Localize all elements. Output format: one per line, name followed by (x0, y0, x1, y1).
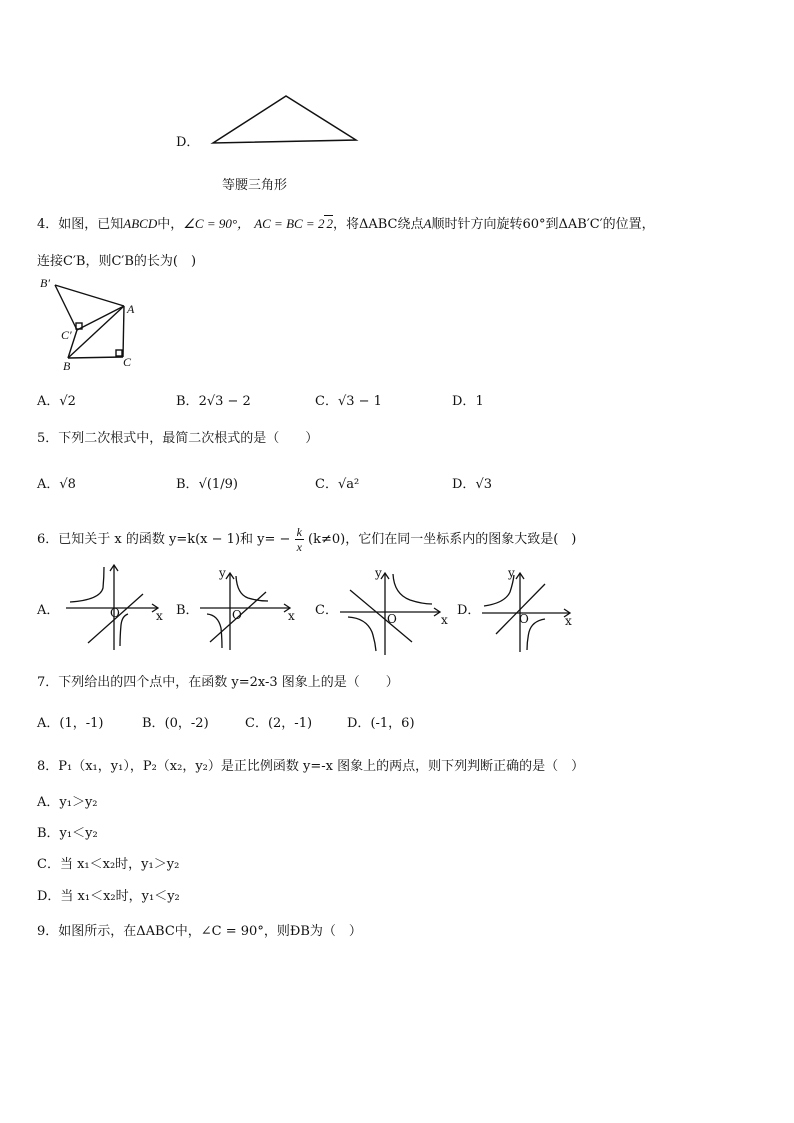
q4-option-c: C．√3 − 1 (315, 394, 382, 409)
q4-label-a: A (127, 302, 135, 316)
q4-label-c: C (123, 355, 132, 369)
q6-graph-c-y-label: y (375, 566, 382, 580)
q4-option-d: D．1 (452, 394, 484, 409)
q8-stem: 8．P₁（x₁，y₁），P₂（x₂，y₂）是正比例函数 y=-x 图象上的两点，则下列判断正确的是（ ） (37, 759, 585, 774)
q6-graph-a-label: A． (37, 603, 60, 618)
q7-option-c: C．(2，-1) (245, 716, 313, 731)
q6-graph-b-x-label: x (288, 609, 295, 623)
q6-stem: 6．已知关于 x 的函数 y=k(x − 1)和 y= − $\frac{k}{x}$ (k≠0)，它们在同一坐标系内的图象大致是( ) (37, 525, 577, 554)
q5-stem: 5．下列二次根式中，最简二次根式的是（ ） (37, 431, 319, 446)
q7-stem: 7．下列给出的四个点中，在函数 y=2x-3 图象上的是（ ） (37, 675, 399, 690)
q6-graph-b-origin: O (232, 608, 242, 622)
q4-option-a: A．√2 (37, 394, 76, 409)
q6-graph-a-origin: O (110, 606, 120, 620)
q6-graph-a-x-label: x (156, 609, 163, 623)
q6-graph-b-label: B． (176, 603, 199, 618)
q4-label-c-prime: C′ (61, 328, 72, 342)
q5-option-a: A．√8 (37, 477, 76, 492)
q6-graph-d-y-label: y (508, 566, 515, 580)
q7-option-d: D．(-1，6) (347, 716, 415, 731)
q5-option-d: D．√3 (452, 477, 492, 492)
q7-option-a: A．(1，-1) (37, 716, 104, 731)
q3-option-d-caption: 等腰三角形 (222, 178, 288, 193)
q8-option-c: C．当 x₁＜x₂时，y₁＞y₂ (37, 857, 180, 872)
q4-stem-line1: 4．如图，已知ABCD中，∠C = 90°， AC = BC = 2 2，将ΔABC绕点A顺时针方向旋转60°到ΔAB′C′的位置， (37, 216, 655, 232)
q6-graph-c-origin: O (387, 612, 397, 626)
q8-option-d: D．当 x₁＜x₂时，y₁＜y₂ (37, 889, 180, 904)
q5-option-b: B．√(1/9) (176, 477, 238, 492)
q4-label-b: B (63, 359, 71, 373)
q6-graph-d-label: D． (457, 603, 481, 618)
q6-graph-d-origin: O (519, 612, 529, 626)
q6-graph-c-x-label: x (441, 613, 448, 627)
q4-sqrt-radicand: 2 (326, 216, 333, 231)
q4-option-b: B．2√3 − 2 (176, 394, 251, 409)
q7-option-b: B．(0，-2) (142, 716, 209, 731)
q4-label-b-prime: B′ (40, 276, 50, 290)
q6-fraction: $\frac{k}{x}$ (296, 525, 302, 554)
q8-option-b: B．y₁＜y₂ (37, 826, 98, 841)
q4-stem-line2: 连接C′B，则C′B的长为( ) (37, 254, 197, 269)
q6-graph-d-x-label: x (565, 614, 572, 628)
q6-graph-c-label: C． (315, 603, 338, 618)
q9-stem: 9．如图所示，在ΔABC中，∠C = 90°，则ÐB为（ ） (37, 924, 362, 939)
q5-option-c: C．√a² (315, 477, 360, 492)
q6-graph-b-y-label: y (219, 566, 226, 580)
q8-option-a: A．y₁＞y₂ (37, 795, 98, 810)
q3-option-d-label: D． (176, 135, 200, 150)
